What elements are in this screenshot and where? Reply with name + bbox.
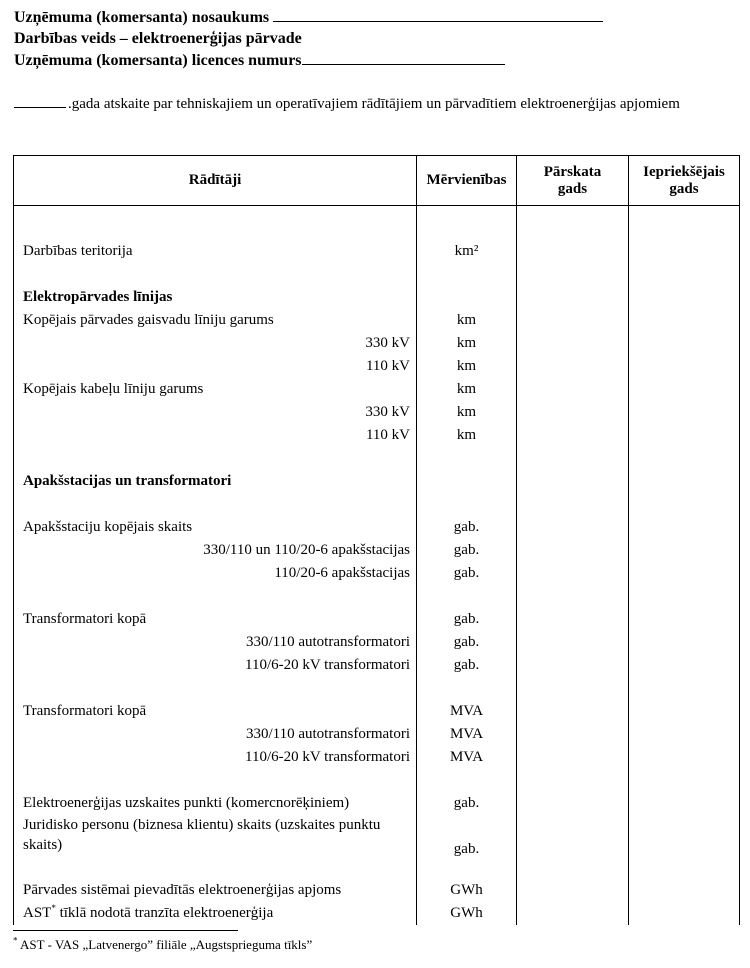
header-indicators: Rādītāji	[14, 156, 417, 206]
header-units: Mērvienības	[417, 156, 517, 206]
unit-transformers-count: gab.	[453, 611, 480, 627]
row-transit-label	[14, 902, 416, 925]
previous-year-column[interactable]	[629, 206, 740, 926]
row-metering-points-label: Elektroenerģijas uzskaites punkti (komercnorēķiniem)	[23, 795, 350, 811]
row-overhead-total-label: Kopējais pārvades gaisvadu līniju garums	[23, 312, 274, 328]
row-overhead-330-label: 330 kV	[365, 335, 410, 351]
ast-abbrev: AST	[23, 905, 52, 921]
report-intro	[14, 94, 714, 114]
unit-substations-110: gab.	[453, 565, 480, 581]
unit-transformers-mva: MVA	[449, 703, 484, 719]
footnote-marker-ref: *	[13, 935, 18, 946]
footnote-marker: *	[51, 903, 56, 913]
unit-legal-persons: gab.	[453, 841, 480, 857]
unit-auto-mva: MVA	[449, 726, 484, 742]
row-cable-330-label: 330 kV	[365, 404, 410, 420]
row-legal-persons-label: Juridisko personu (biznesa klientu) skaits (uzskaites punktu skaits)	[23, 817, 381, 853]
unit-transit: GWh	[450, 905, 483, 921]
intro-text: .gada atskaite par tehniskajiem un operatīvajiem rādītājiem un pārvadītiem elektroenerģijas apjomiem	[68, 96, 680, 112]
footnote-divider	[13, 930, 238, 931]
section-lines: Elektropārvades līnijas	[23, 289, 173, 305]
unit-substations-330: gab.	[453, 542, 480, 558]
license-line	[14, 49, 603, 71]
unit-auto-count: gab.	[453, 634, 480, 650]
row-supplied-volume-label: Pārvades sistēmai pievadītās elektroenerģijas apjoms	[23, 882, 342, 898]
row-territory-label: Darbības teritorija	[23, 243, 133, 259]
unit-substations-total: gab.	[453, 519, 480, 535]
footnote	[13, 936, 312, 954]
unit-cable-110: km	[456, 427, 477, 443]
units-column	[417, 206, 517, 926]
footnote-text: AST - VAS „Latvenergo” filiāle „Augstsprieguma tīkls”	[17, 937, 313, 952]
unit-supplied-volume: GWh	[450, 882, 483, 898]
unit-trans-count: gab.	[453, 657, 480, 673]
unit-cable-330: km	[456, 404, 477, 420]
transit-label-text: tīklā nodotā tranzīta elektroenerģija	[55, 905, 274, 921]
report-table	[13, 155, 740, 925]
row-substations-330-label: 330/110 un 110/20-6 apakšstacijas	[203, 542, 410, 558]
row-substations-total-label: Apakšstaciju kopējais skaits	[23, 519, 193, 535]
company-name-line	[14, 6, 603, 28]
license-label: Uzņēmuma (komersanta) licences numurs	[14, 52, 302, 69]
unit-trans-mva: MVA	[449, 749, 484, 765]
unit-overhead-110: km	[456, 358, 477, 374]
row-auto-count-label: 330/110 autotransformatori	[246, 634, 410, 650]
unit-overhead-330: km	[456, 335, 477, 351]
row-trans-mva-label: 110/6-20 kV transformatori	[245, 749, 410, 765]
unit-overhead-total: km	[456, 312, 477, 328]
indicators-column	[14, 206, 417, 926]
unit-territory: km²	[454, 243, 479, 259]
row-transformers-mva-label: Transformatori kopā	[23, 703, 147, 719]
row-trans-count-label: 110/6-20 kV transformatori	[245, 657, 410, 673]
section-substations: Apakšstacijas un transformatori	[23, 473, 232, 489]
year-field[interactable]	[14, 94, 66, 108]
row-substations-110-label: 110/20-6 apakšstacijas	[274, 565, 410, 581]
company-name-field[interactable]	[273, 6, 603, 22]
row-cable-110-label: 110 kV	[365, 427, 410, 443]
report-year-column[interactable]	[517, 206, 629, 926]
report-header	[14, 6, 603, 71]
row-transformers-count-label: Transformatori kopā	[23, 611, 147, 627]
license-number-field[interactable]	[302, 49, 505, 65]
row-overhead-110-label: 110 kV	[365, 358, 410, 374]
row-cable-total-label: Kopējais kabeļu līniju garums	[23, 381, 204, 397]
header-previous-year: Iepriekšējais gads	[629, 156, 740, 206]
unit-cable-total: km	[456, 381, 477, 397]
header-report-year: Pārskata gads	[517, 156, 629, 206]
row-auto-mva-label: 330/110 autotransformatori	[246, 726, 410, 742]
activity-line: Darbības veids – elektroenerģijas pārvade	[14, 30, 302, 47]
company-name-label: Uzņēmuma (komersanta) nosaukums	[14, 9, 270, 26]
unit-metering-points: gab.	[453, 795, 480, 811]
